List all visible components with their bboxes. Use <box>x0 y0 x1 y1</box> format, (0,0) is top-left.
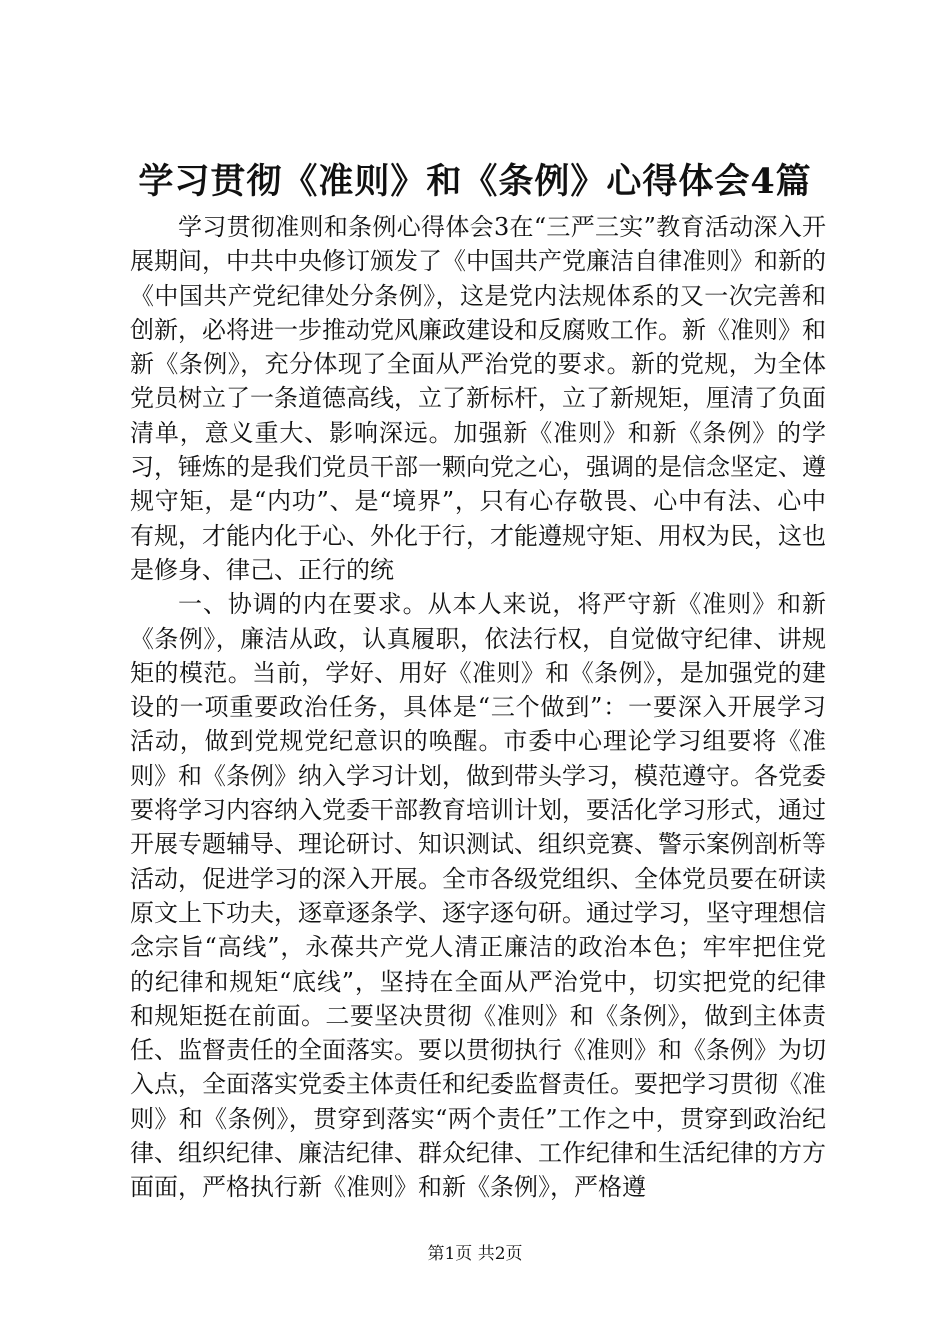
document-body <box>130 210 826 1205</box>
page-footer: 第1页 共2页 <box>427 1244 523 1264</box>
document-title: 学习贯彻《准则》和《条例》心得体会4篇 <box>138 161 812 202</box>
paragraph: 一、协调的内在要求。从本人来说，将严守新《准则》和新《条例》，廉洁从政，认真履职，依法行权，自觉做守纪律、讲规矩的模范。当前，学好、用好《准则》和《条例》，是加强党的建设的一项重要政治任务，具体是“三个做到”：一要深入开展学习活动，做到党规党纪意识的唤醒。市委中心理论学习组要将《准则》和《条例》纳入学习计划，做到带头学习，模范遵守。各党委要将学习内容纳入党委干部教育培训计划，要活化学习形式，通过开展专题辅导、理论研讨、知识测试、组织竞赛、警示案例剖析等活动，促进学习的深入开展。全市各级党组织、全体党员要在研读原文上下功夫，逐章逐条学、逐字逐句研。通过学习，坚守理想信念宗旨“高线”，永葆共产党人清正廉洁的政治本色；牢牢把住党的纪律和规矩“底线”，坚持在全面从严治党中，切实把党的纪律和规矩挺在前面。二要坚决贯彻《准则》和《条例》，做到主体责任、监督责任的全面落实。要以贯彻执行《准则》和《条例》为切入点，全面落实党委主体责任和纪委监督责任。要把学习贯彻《准则》和《条例》，贯穿到落实“两个责任”工作之中，贯穿到政治纪律、组织纪律、廉洁纪律、群众纪律、工作纪律和生活纪律的方方面面，严格执行新《准则》和新《条例》，严格遵 <box>130 590 826 1202</box>
paragraph: 学习贯彻准则和条例心得体会3在“三严三实”教育活动深入开展期间，中共中央修订颁发了《中国共产党廉洁自律准则》和新的《中国共产党纪律处分条例》，这是党内法规体系的又一次完善和创新，必将进一步推动党风廉政建设和反腐败工作。新《准则》和新《条例》，充分体现了全面从严治党的要求。新的党规，为全体党员树立了一条道德高线，立了新标杆，立了新规矩，厘清了负面清单，意义重大、影响深远。加强新《准则》和新《条例》的学习，锤炼的是我们党员干部一颗向党之心，强调的是信念坚定、遵规守矩，是“内功”、是“境界”，只有心存敬畏、心中有法、心中有规，才能内化于心、外化于行，才能遵规守矩、用权为民，这也是修身、律己、正行的统 <box>130 213 826 584</box>
